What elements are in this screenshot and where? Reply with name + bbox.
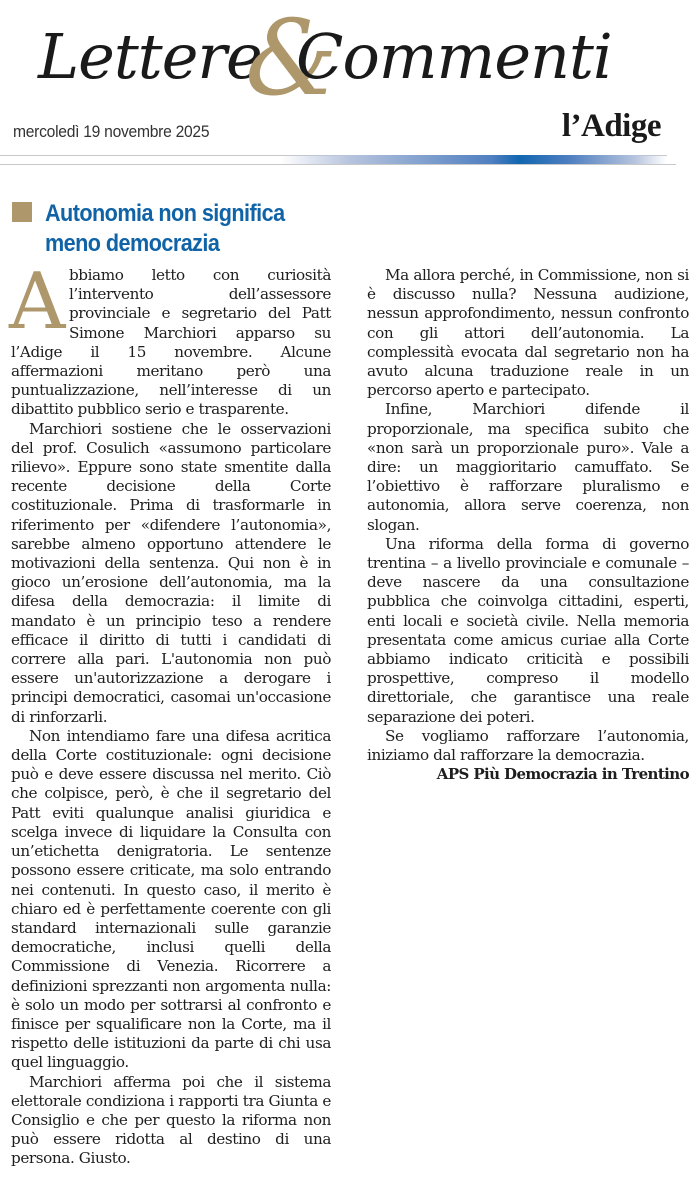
divider-gradient-bar — [280, 155, 666, 164]
article-paragraph: Una riforma della forma di governo trentina – a livello provinciale e comunale – deve nascere da una consultazione pubblica che coinvolga cittadini, esperti, enti locali e società civile. Nella memoria presentata come amicus curiae alla Corte abbiamo indicato criticità e possibili prospettive, compreso il modello direttoriale, che garantisce una reale separazione dei poteri. — [367, 534, 689, 726]
article-paragraph: Se vogliamo rafforzare l’autonomia, iniziamo dal rafforzare la democrazia. — [367, 726, 689, 765]
publication-date: mercoledì 19 novembre 2025 — [13, 122, 210, 141]
headline-square-icon — [12, 202, 32, 222]
article-paragraph: Non intendiamo fare una difesa acritica della Corte costituzionale: ogni decisione può e deve essere discussa nel merito. Ciò che colpisce, però, è che il segretario del Patt eviti qualunque analisi giuridica e scelga invece di liquidare la Consulta con un’etichetta denigratoria. Le sentenze possono essere criticate, ma solo entrando nei contenuti. In questo caso, il merito è chiaro ed è perfettamente coerente con gli standard internazionali sulle garanzie democratiche, inclusi quelli della Commissione di Venezia. Ricorrere a definizioni sprezzanti non argomenta nulla: è solo un modo per sottrarsi al confronto e finisce per squalificare non la Corte, ma il rispetto delle istituzioni da parte di chi usa quel linguaggio. — [11, 726, 331, 1072]
newspaper-logo: l’Adige — [561, 108, 661, 144]
ampersand-ornament: & — [245, 0, 337, 119]
article-paragraph: Marchiori sostiene che le osservazioni del prof. Cosulich «assumono particolare rilievo». Eppure sono state smentite dalla recente decisione della Corte costituzionale. Prima di trasformarle in riferimento per «difendere l’autonomia», sarebbe almeno opportuno attendere le motivazioni della sentenza. Qui non è in gioco un’erosione dell’autonomia, ma la difesa della democrazia: il limite di mandato è un principio teso a rendere efficace il diritto di tutti i candidati di correre alla pari. L'autonomia non può essere un'autorizzazione a derogare i principi democratici, casomai un'occasione di rinforzarli. — [11, 419, 331, 726]
article-paragraph: Marchiori afferma poi che il sistema elettorale condiziona i rapporti tra Giunta e Consiglio e che per questo la riforma non può essere ridotta al destino di una persona. Giusto. — [11, 1072, 331, 1168]
article-paragraph: Infine, Marchiori difende il proporzionale, ma specifica subito che «non sarà un proporzionale puro». Vale a dire: un maggioritario camuffato. Se l’obiettivo è rafforzare pluralismo e autonomia, allora serve coerenza, non slogan. — [367, 400, 689, 534]
article-paragraph: Ma allora perché, in Commissione, non si è discusso nulla? Nessuna audizione, nessun approfondimento, nessun confronto con gli attori dell’autonomia. La complessità evocata dal segretario non ha avuto alcuna traduzione reale in un percorso aperto e partecipato. — [367, 266, 689, 400]
dropcap: A — [9, 257, 65, 347]
masthead — [0, 0, 694, 170]
article-signature: APS Più Democrazia in Trentino — [436, 765, 689, 784]
article-column-left — [9, 257, 331, 1169]
article-column-right — [367, 266, 689, 784]
section-title-lettere: Lettere — [38, 20, 262, 93]
article-headline: Autonomia non significa meno democrazia — [45, 200, 285, 257]
paragraph-text: bbiamo letto con curiosità l’intervento dell’assessore provinciale e segretario del Patt Simone Marchiori apparso su l’Adige il 15 novembre. Alcune affermazioni meritano però una puntualizzazione, nell’interesse di un dibattito pubblico serio e trasparente. — [11, 266, 331, 419]
section-title-commenti: Commenti — [296, 20, 612, 93]
divider-bottom — [0, 164, 676, 165]
article-paragraph — [9, 257, 331, 420]
